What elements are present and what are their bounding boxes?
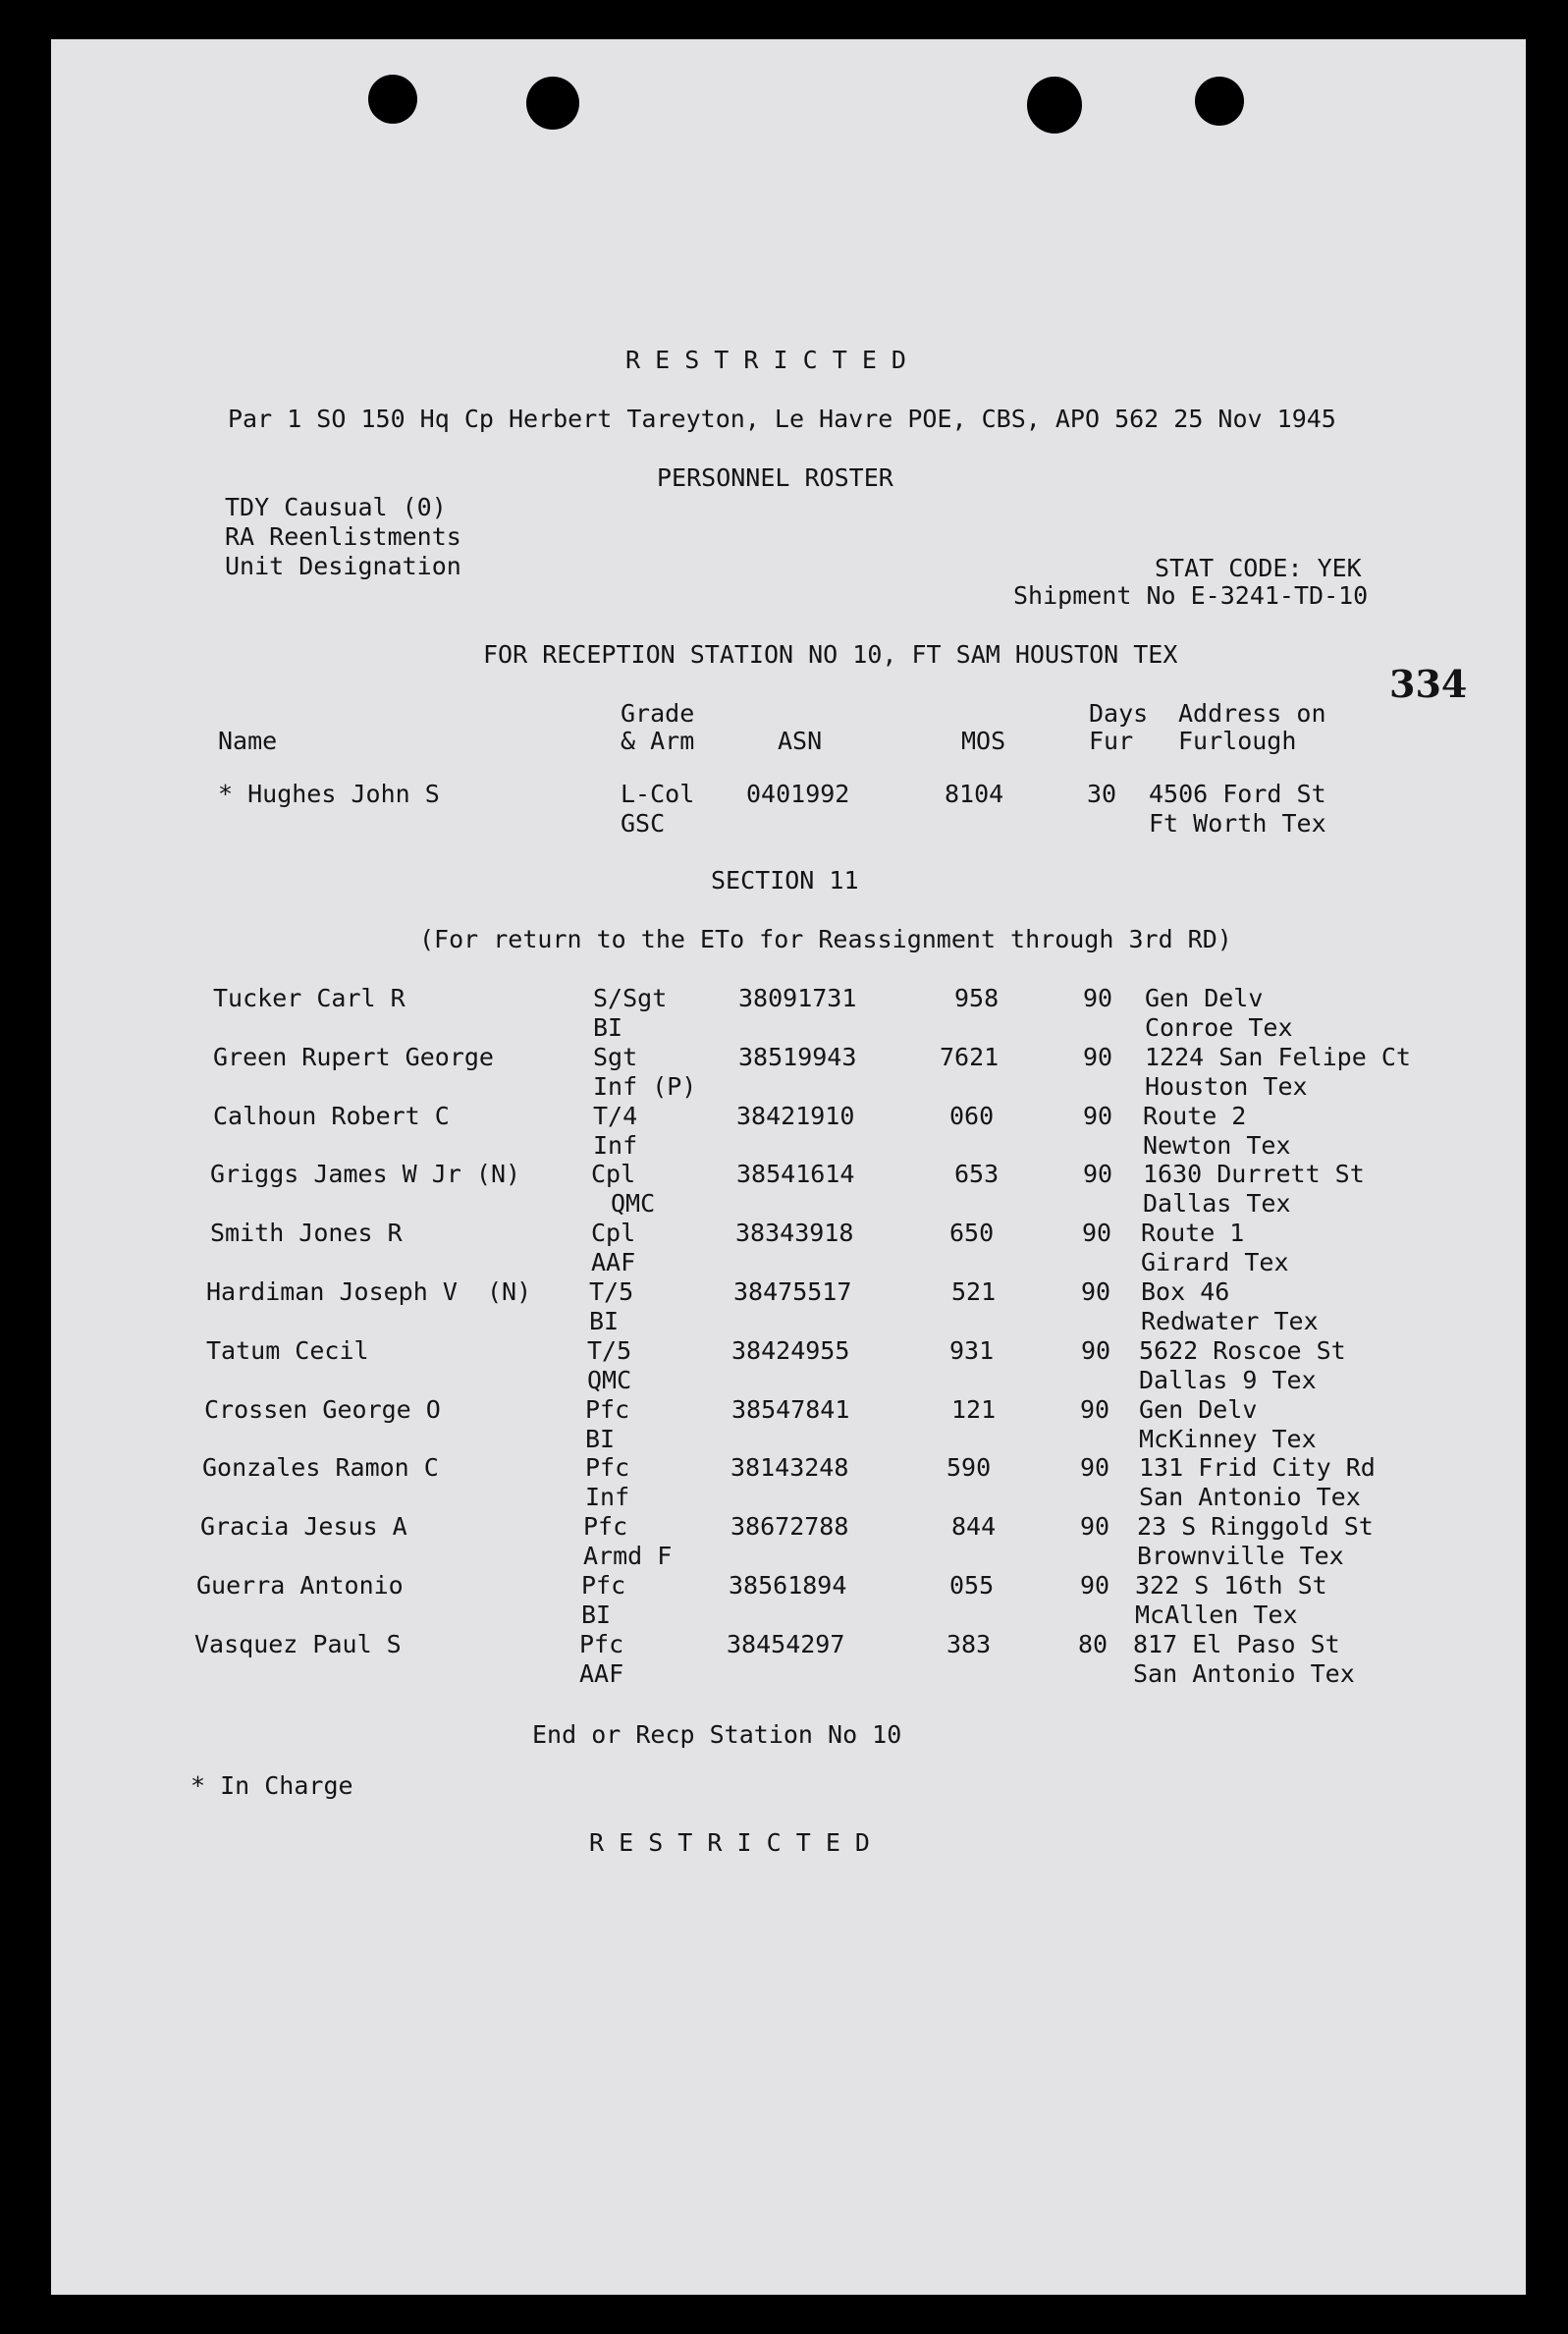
officer-mos: 8104	[945, 780, 1004, 808]
officer-addr-1: 4506 Ford St	[1149, 780, 1326, 808]
section-title: SECTION 11	[711, 866, 859, 895]
soldier-arm: BI	[593, 1013, 623, 1042]
soldier-addr-1: Box 46	[1141, 1277, 1230, 1306]
officer-addr-2: Ft Worth Tex	[1149, 809, 1326, 838]
soldier-addr-2: McAllen Tex	[1135, 1601, 1298, 1629]
col-addr-1: Address on	[1178, 699, 1326, 728]
soldier-asn: 38421910	[736, 1102, 855, 1130]
soldier-addr-2: Conroe Tex	[1145, 1013, 1293, 1042]
soldier-arm: BI	[581, 1601, 612, 1629]
soldier-arm: Inf	[585, 1483, 630, 1511]
soldier-mos: 958	[954, 984, 1000, 1012]
soldier-days: 90	[1081, 1277, 1111, 1306]
soldier-addr-2: San Antonio Tex	[1133, 1659, 1355, 1688]
table-row	[51, 1219, 1526, 1277]
soldier-name: Vasquez Paul S	[194, 1630, 402, 1658]
soldier-asn: 38541614	[736, 1160, 855, 1188]
officer-arm: GSC	[621, 809, 666, 838]
soldier-name: Gracia Jesus A	[200, 1512, 407, 1541]
end-line: End or Recp Station No 10	[532, 1720, 902, 1749]
soldier-grade: Pfc	[579, 1630, 624, 1658]
soldier-name: Smith Jones R	[210, 1219, 403, 1247]
soldier-mos: 590	[946, 1453, 992, 1482]
soldier-arm: QMC	[587, 1366, 632, 1394]
soldier-addr-1: 1224 San Felipe Ct	[1145, 1043, 1411, 1071]
soldier-addr-2: McKinney Tex	[1139, 1425, 1317, 1453]
soldier-addr-1: Gen Delv	[1145, 984, 1264, 1012]
soldier-arm: AAF	[591, 1248, 636, 1276]
soldier-mos: 931	[949, 1336, 995, 1365]
officer-row	[51, 780, 1526, 839]
soldier-name: Tatum Cecil	[206, 1336, 369, 1365]
soldier-addr-1: 23 S Ringgold St	[1137, 1512, 1374, 1541]
soldier-grade: Cpl	[591, 1219, 636, 1247]
soldier-name: Calhoun Robert C	[213, 1102, 450, 1130]
officer-days: 30	[1087, 780, 1117, 808]
left-info-3: Unit Designation	[225, 552, 461, 580]
soldier-mos: 7621	[940, 1043, 1000, 1071]
soldier-grade: Pfc	[585, 1395, 630, 1424]
soldier-grade: T/4	[593, 1102, 638, 1130]
soldier-asn: 38519943	[738, 1043, 857, 1071]
soldier-mos: 060	[949, 1102, 995, 1130]
soldier-grade: T/5	[587, 1336, 632, 1365]
soldier-mos: 653	[954, 1160, 1000, 1188]
soldier-addr-1: Route 2	[1143, 1102, 1247, 1130]
col-name: Name	[218, 727, 278, 755]
soldier-addr-1: 5622 Roscoe St	[1139, 1336, 1346, 1365]
soldier-grade: S/Sgt	[593, 984, 668, 1012]
soldier-arm: Armd F	[583, 1542, 673, 1570]
table-row	[51, 1043, 1526, 1102]
soldier-asn: 38672788	[730, 1512, 849, 1541]
soldier-addr-2: Newton Tex	[1143, 1131, 1291, 1160]
table-row	[51, 1277, 1526, 1336]
stat-code: STAT CODE: YEK	[1155, 554, 1362, 582]
soldier-days: 90	[1083, 1102, 1113, 1130]
table-row	[51, 1571, 1526, 1630]
soldier-days: 90	[1083, 1160, 1113, 1188]
soldier-arm: BI	[589, 1307, 620, 1335]
soldier-name: Tucker Carl R	[213, 984, 406, 1012]
col-asn: ASN	[778, 727, 823, 755]
soldier-addr-1: 322 S 16th St	[1135, 1571, 1327, 1600]
soldier-asn: 38424955	[731, 1336, 850, 1365]
left-info-2: RA Reenlistments	[225, 522, 461, 551]
col-grade-1: Grade	[621, 699, 695, 728]
soldier-addr-2: Dallas 9 Tex	[1139, 1366, 1317, 1394]
soldier-days: 90	[1080, 1512, 1110, 1541]
col-addr-2: Furlough	[1178, 727, 1297, 755]
table-row	[51, 1512, 1526, 1571]
soldier-asn: 38343918	[735, 1219, 854, 1247]
soldier-days: 90	[1080, 1571, 1110, 1600]
table-row	[51, 1630, 1526, 1689]
soldier-name: Guerra Antonio	[196, 1571, 404, 1600]
soldier-arm: Inf	[593, 1131, 638, 1160]
soldier-mos: 844	[951, 1512, 997, 1541]
soldier-days: 80	[1078, 1630, 1108, 1658]
soldier-mos: 521	[951, 1277, 997, 1306]
punch-hole	[1027, 77, 1082, 134]
section-note: (For return to the ETo for Reassignment through 3rd RD)	[419, 925, 1232, 953]
table-row	[51, 1395, 1526, 1454]
officer-asn: 0401992	[746, 780, 850, 808]
soldier-addr-2: Girard Tex	[1141, 1248, 1289, 1276]
left-info-1: TDY Causual (0)	[225, 493, 447, 521]
table-row	[51, 1102, 1526, 1161]
soldier-days: 90	[1083, 984, 1113, 1012]
officer-name: * Hughes John S	[218, 780, 440, 808]
soldier-name: Gonzales Ramon C	[202, 1453, 439, 1482]
roster-title: PERSONNEL ROSTER	[657, 463, 893, 492]
soldier-addr-1: 817 El Paso St	[1133, 1630, 1340, 1658]
restricted-footer: R E S T R I C T E D	[589, 1828, 870, 1857]
col-grade-2: & Arm	[621, 727, 695, 755]
officer-grade: L-Col	[621, 780, 695, 808]
soldier-addr-1: 131 Frid City Rd	[1139, 1453, 1376, 1482]
order-line: Par 1 SO 150 Hq Cp Herbert Tareyton, Le Havre POE, CBS, APO 562 25 Nov 1945	[228, 405, 1336, 433]
soldier-arm: QMC	[611, 1189, 656, 1218]
soldier-grade: Cpl	[591, 1160, 636, 1188]
soldier-asn: 38143248	[730, 1453, 849, 1482]
shipment-number: Shipment No E-3241-TD-10	[1013, 581, 1369, 610]
footnote: * In Charge	[190, 1771, 353, 1800]
soldier-name: Griggs James W Jr (N)	[210, 1160, 521, 1188]
soldier-name: Crossen George O	[204, 1395, 441, 1424]
soldier-asn: 38454297	[727, 1630, 845, 1658]
soldier-addr-1: Gen Delv	[1139, 1395, 1258, 1424]
table-row	[51, 1336, 1526, 1395]
soldier-addr-2: Redwater Tex	[1141, 1307, 1319, 1335]
soldier-days: 90	[1080, 1453, 1110, 1482]
punch-hole	[526, 77, 579, 130]
soldier-grade: Sgt	[593, 1043, 638, 1071]
table-row	[51, 1453, 1526, 1512]
soldier-arm: Inf (P)	[593, 1072, 697, 1101]
soldier-grade: Pfc	[585, 1453, 630, 1482]
soldier-addr-2: San Antonio Tex	[1139, 1483, 1361, 1511]
restricted-header: R E S T R I C T E D	[625, 346, 906, 374]
soldier-name: Hardiman Joseph V (N)	[206, 1277, 532, 1306]
soldier-days: 90	[1082, 1219, 1112, 1247]
soldier-grade: Pfc	[581, 1571, 626, 1600]
soldier-name: Green Rupert George	[213, 1043, 494, 1071]
soldier-addr-1: 1630 Durrett St	[1143, 1160, 1365, 1188]
soldier-asn: 38091731	[738, 984, 857, 1012]
soldier-mos: 650	[949, 1219, 995, 1247]
col-days-1: Days	[1089, 699, 1149, 728]
soldier-addr-2: Houston Tex	[1145, 1072, 1308, 1101]
page-number: 334	[1389, 662, 1468, 706]
col-mos: MOS	[961, 727, 1006, 755]
table-row	[51, 1160, 1526, 1219]
soldier-asn: 38475517	[733, 1277, 852, 1306]
punch-hole	[368, 75, 417, 124]
document-page	[51, 39, 1526, 2295]
soldier-asn: 38547841	[731, 1395, 850, 1424]
soldier-mos: 055	[949, 1571, 995, 1600]
soldier-mos: 121	[951, 1395, 997, 1424]
soldier-days: 90	[1081, 1336, 1111, 1365]
soldier-days: 90	[1080, 1395, 1110, 1424]
soldier-addr-2: Dallas Tex	[1143, 1189, 1291, 1218]
soldier-arm: AAF	[579, 1659, 624, 1688]
soldier-grade: T/5	[589, 1277, 634, 1306]
soldier-days: 90	[1083, 1043, 1113, 1071]
soldier-arm: BI	[585, 1425, 616, 1453]
soldier-addr-1: Route 1	[1141, 1219, 1245, 1247]
soldier-asn: 38561894	[729, 1571, 847, 1600]
col-days-2: Fur	[1089, 727, 1134, 755]
punch-hole	[1195, 77, 1244, 126]
soldier-addr-2: Brownville Tex	[1137, 1542, 1344, 1570]
soldier-mos: 383	[946, 1630, 992, 1658]
soldier-grade: Pfc	[583, 1512, 628, 1541]
table-row	[51, 984, 1526, 1043]
destination-line: FOR RECEPTION STATION NO 10, FT SAM HOUSTON TEX	[483, 640, 1178, 669]
